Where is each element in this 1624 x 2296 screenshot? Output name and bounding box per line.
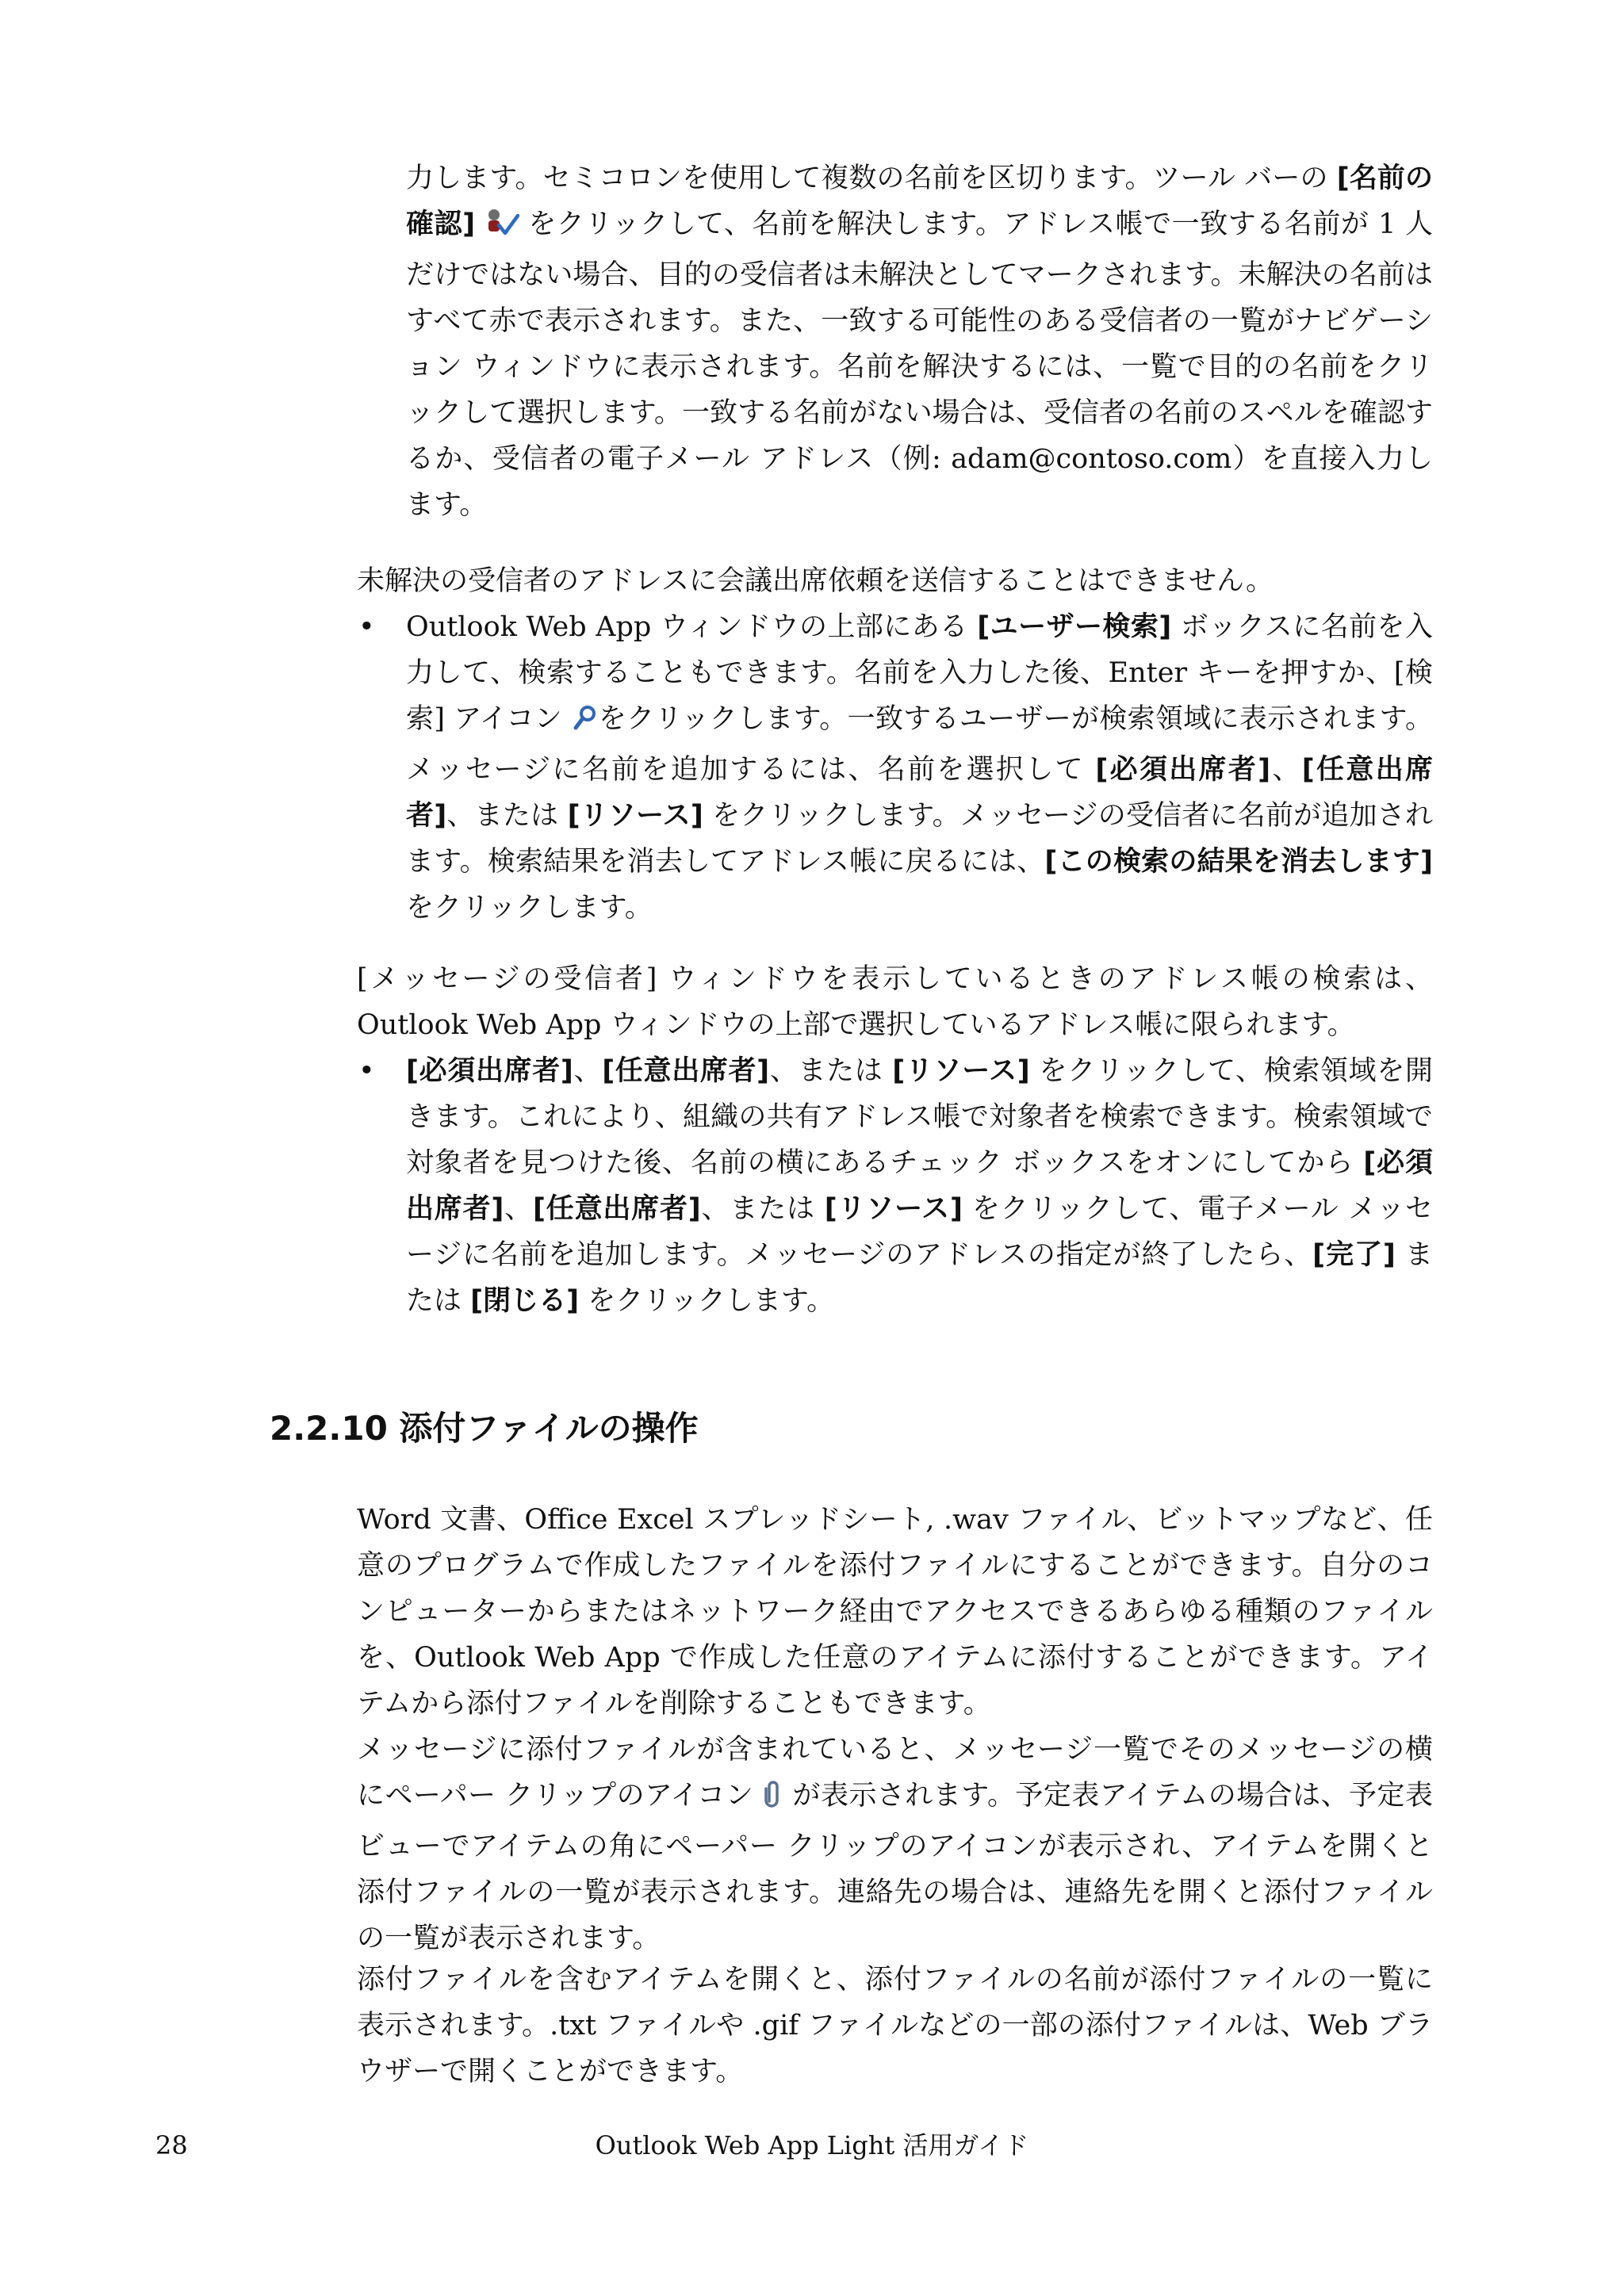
text: をクリックして、名前を解決します。アドレス帳で一致する名前が 1 人だけではない場合、目的の受信者は未解決としてマークされます。未解決の名前はすべて赤で表示されます。また、一致する可能性のある受信者の一覧がナビゲーション ウィンドウに表示されます。名前を解決するには、一覧で目的の名前をクリックして選択します。一致する名前がない場合は、受信者の名前のスペルを確認するか、受信者の電子メール アドレス（例: adam@contoso.com）を直接入力します。	[406, 209, 1433, 521]
optional-attendees-label: [任意出席者]	[533, 1193, 701, 1225]
search-icon	[572, 701, 599, 747]
resources-label: [リソース]	[824, 1193, 963, 1225]
check-names-icon	[485, 206, 519, 252]
text: 、	[573, 1055, 603, 1087]
bullet-marker: •	[358, 1055, 375, 1087]
text: 力します。セミコロンを使用して複数の名前を区切ります。ツール バーの	[406, 163, 1337, 194]
text: が表示されます。予定表アイテムの場合は、予定表ビューでアイテムの角にペーパー クリップのアイコンが表示され、アイテムを開くと添付ファイルの一覧が表示されます。連絡先の場合は、連絡先を開くと添付ファイルの一覧が表示されます。	[357, 1780, 1433, 1954]
section-heading: 2.2.10 添付ファイルの操作	[270, 1409, 699, 1448]
text: ボックスに名前を入力して、検索することもできます。名前を入力した後、Enter キーを押すか、[検索] アイコン	[406, 611, 1434, 735]
clear-search-results-label: [この検索の結果を消去します]	[1044, 846, 1433, 878]
text: 、	[1270, 754, 1302, 786]
close-label: [閉じる]	[470, 1285, 580, 1317]
bullet-user-search	[406, 604, 1433, 931]
text: をクリックします。	[579, 1285, 835, 1317]
text: をクリックします。	[406, 892, 653, 924]
user-search-label: [ユーザー検索]	[977, 611, 1172, 643]
paperclip-icon	[763, 1777, 783, 1823]
paragraph-paperclip	[357, 1727, 1433, 1961]
text: をクリックして、検索領域を開きます。これにより、組織の共有アドレス帳で対象者を検索できます。検索領域で対象者を見つけた後、名前の横にあるチェック ボックスをオンにしてから	[406, 1055, 1433, 1179]
text: メッセージに添付ファイルが含まれていると、メッセージ一覧でそのメッセージの横にペーパー クリップのアイコン	[357, 1734, 1433, 1812]
paragraph-attachments-intro: Word 文書、Office Excel スプレッドシート, .wav ファイル、ビットマップなど、任意のプログラムで作成したファイルを添付ファイルにすることができます。自分のコンピューターからまたはネットワーク経由でアクセスできるあらゆる種類のファイルを、Outlook Web App で作成した任意のアイテムに添付することができます。アイテムから添付ファイルを削除することもできます。	[357, 1504, 1433, 1720]
text: または	[406, 1239, 1433, 1317]
bullet-marker: •	[358, 611, 375, 643]
resources-label: [リソース]	[567, 800, 703, 832]
text: 、	[504, 1193, 534, 1225]
text: をクリックして、電子メール メッセージに名前を追加します。メッセージのアドレスの指定が終了したら、	[406, 1193, 1434, 1271]
optional-attendees-label: [任意出席者]	[602, 1055, 770, 1087]
text: Outlook Web App ウィンドウの上部にある	[406, 611, 978, 643]
check-names-label: [名前の確認]	[406, 163, 1433, 240]
text: をクリックします。メッセージの受信者に名前が追加されます。検索結果を消去してアドレス帳に戻るには、	[406, 800, 1433, 878]
footer-title: Outlook Web App Light 活用ガイド	[595, 2130, 1029, 2160]
paragraph-address-book-search: [メッセージの受信者] ウィンドウを表示しているときのアドレス帳の検索は、Outlook Web App ウィンドウの上部で選択しているアドレス帳に限られます。	[357, 963, 1433, 1041]
required-attendees-label: [必須出席者]	[406, 1147, 1433, 1225]
text: をクリックします。一致するユーザーが検索領域に表示されます。メッセージに名前を追加するには、名前を選択して	[406, 703, 1433, 786]
page-number: 28	[155, 2130, 188, 2160]
paragraph-unresolved-note: 未解決の受信者のアドレスに会議出席依頼を送信することはできません。	[357, 565, 1274, 597]
done-label: [完了]	[1312, 1239, 1396, 1271]
text: 、または	[446, 800, 568, 832]
text: 、または	[700, 1193, 825, 1225]
required-attendees-label: [必須出席者]	[1095, 754, 1271, 786]
text: 、または	[769, 1055, 893, 1087]
resources-label: [リソース]	[892, 1055, 1030, 1087]
bullet-attendee-search	[406, 1048, 1433, 1324]
optional-attendees-label: [任意出席者]	[406, 754, 1433, 832]
paragraph-resolve-names	[406, 155, 1433, 528]
paragraph-open-attachments: 添付ファイルを含むアイテムを開くと、添付ファイルの名前が添付ファイルの一覧に表示されます。.txt ファイルや .gif ファイルなどの一部の添付ファイルは、Web ブラウザーで開くことができます。	[357, 1964, 1433, 2087]
required-attendees-label: [必須出席者]	[406, 1055, 573, 1087]
